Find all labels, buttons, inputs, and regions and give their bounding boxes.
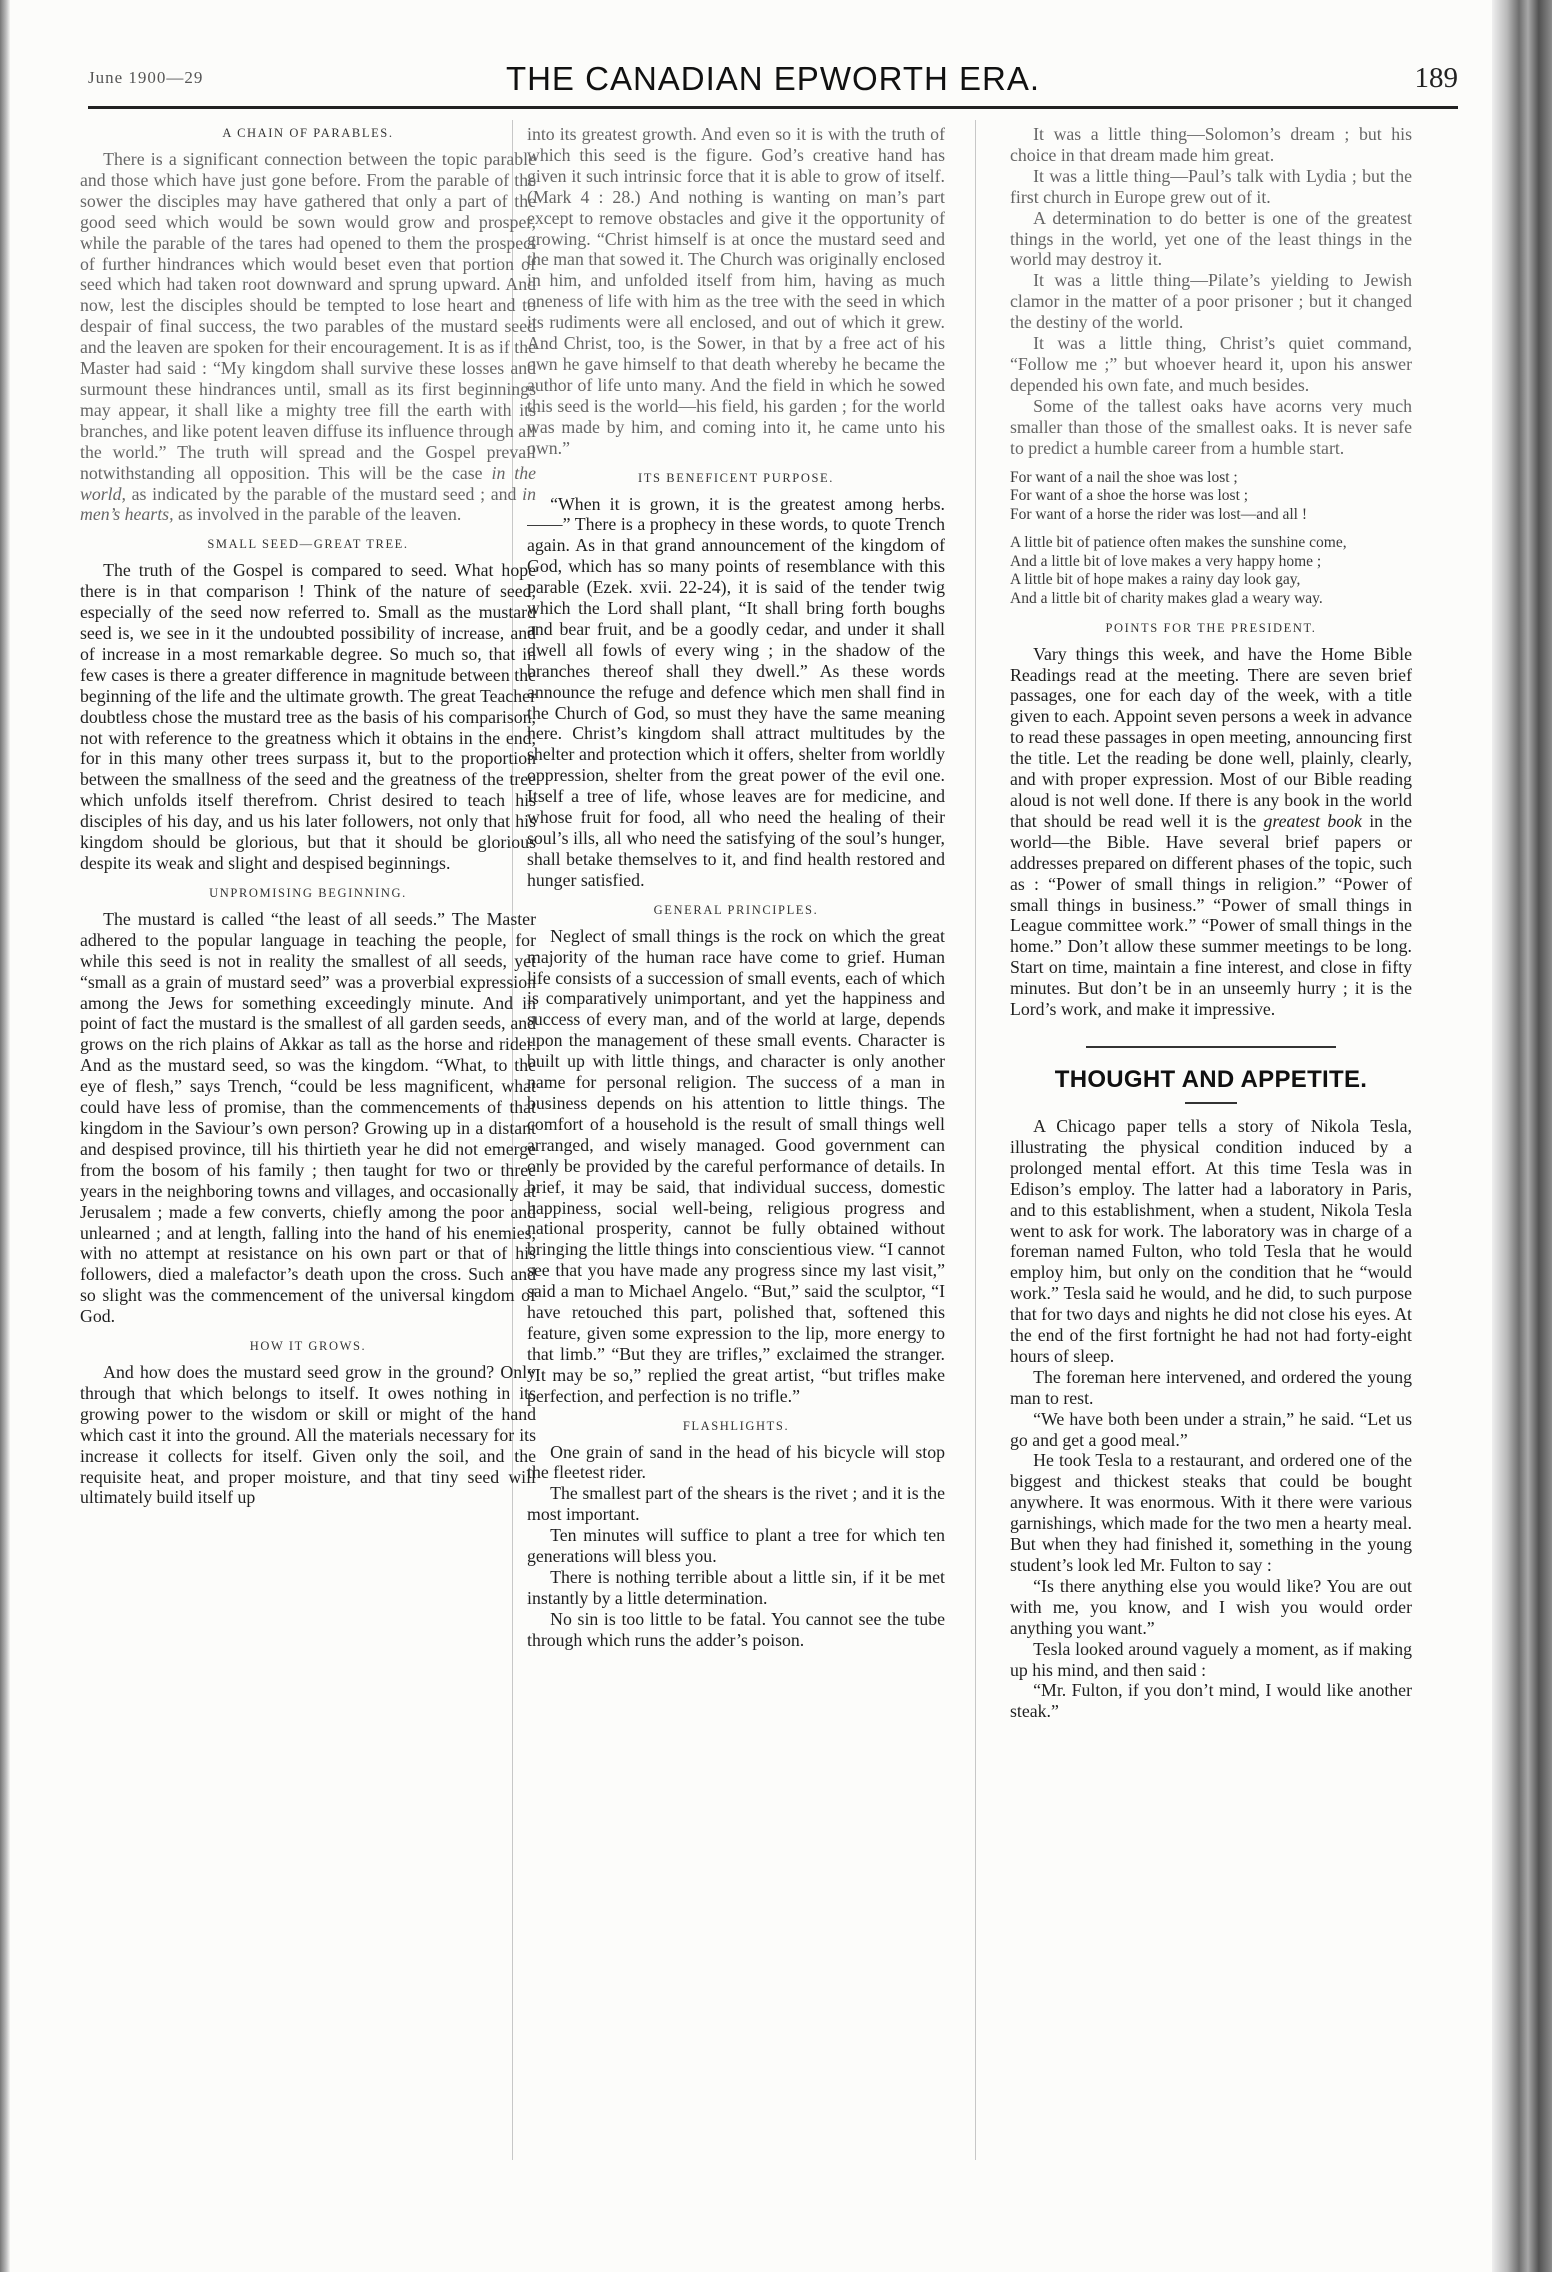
paragraph: into its greatest growth. And even so it is with the truth of which this seed is the figure. God’s creative hand has given it such intrinsic force that it is able to grow of itself. (Mark 4 : 28.) And nothing is wanting on man’s part except to remove obstacles and give it the opportunity of growing. “Christ himself is at once the mustard seed and the man that sowed it. The Church was originally enclosed in him, and unfolded itself from him, having as much oneness of life with him as the tree with the seed in which its rudiments were all enclosed, and out of which it grew. And Christ, too, is the Sower, in that by a free act of his own he gave himself to that death whereby he became the author of life unto many. And the field in which he sowed this seed is the world—his field, his garden ; for the world was made by him, and coming into it, he came unto his own.”: [527, 124, 945, 458]
verse-gap: [1010, 524, 1412, 534]
paragraph: It was a little thing—Solomon’s dream ; but his choice in that dream made him great.: [1010, 124, 1412, 165]
paragraph: “Mr. Fulton, if you don’t mind, I would like another steak.”: [1010, 1680, 1412, 1722]
page-number: 189: [1414, 62, 1458, 94]
paragraph: Tesla looked around vaguely a moment, as if making up his mind, and then said :: [1010, 1638, 1412, 1680]
title-rule: [1185, 1102, 1237, 1104]
left-page-edge: [0, 0, 10, 2272]
paragraph: Vary things this week, and have the Home Bible Readings read at the meeting. There are seven brief passages, one for each day of the week, with a title given to each. Appoint seven persons a week in advance to read these passages in open meeting, announcing first the title. Let the reading be done well, plainly, clearly, and with proper expression. Most of our Bible reading aloud is not well done. If there is any book in the world that should be read well it is the greatest book in the world—the Bible. Have several brief papers or addresses prepared on different phases of the topic, such as : “Power of small things in religion.” “Power of small things in business.” “Power of small things in League committee work.” “Power of small things in the home.” Don’t allow these summer meetings to be long. Start on time, maintain a fine interest, and close in fifty minutes. But don’t be in an unseemly hurry ; it is the Lord’s work, and make it impressive.: [1010, 643, 1412, 1020]
flashlight-item: No sin is too little to be fatal. You cannot see the tube through which runs the adder’s poison.: [527, 1608, 945, 1650]
paragraph: A determination to do better is one of the greatest things in the world, yet one of the least things in the world may destroy it.: [1010, 207, 1412, 270]
verse-line: For want of a nail the shoe was lost ;: [1010, 468, 1238, 486]
paragraph: “Is there anything else you would like? You are out with me, you know, and I wish you would order anything you want.”: [1010, 1575, 1412, 1638]
article-title: THOUGHT AND APPETITE.: [1054, 1065, 1368, 1093]
flashlight-item: Ten minutes will suffice to plant a tree for which ten generations will bless you.: [527, 1525, 945, 1567]
verse-line: A little bit of hope makes a rainy day look gay,: [1010, 571, 1301, 589]
paragraph: A Chicago paper tells a story of Nikola Tesla, illustrating the physical condition induced by a prolonged mental effort. At this time Tesla was in Edison’s employ. The latter had a laboratory in Paris, and to this establishment, when a student, Nikola Tesla went to ask for work. The laboratory was in charge of a foreman named Fulton, who told Tesla that he would employ him, but only on the condition that he “would work.” Tesla said he would, and he did, to such purpose that for two days and nights he did not close his eyes. At the end of the first fortnight he had not had forty-eight hours of sleep.: [1010, 1115, 1412, 1366]
verse-line: For want of a shoe the horse was lost ;: [1010, 487, 1249, 505]
article-divider: [1086, 1046, 1336, 1048]
flashlight-item: The smallest part of the shears is the rivet ; and it is the most important.: [527, 1483, 945, 1525]
section-heading: A CHAIN OF PARABLES.: [222, 126, 394, 140]
publication-title: THE CANADIAN EPWORTH ERA.: [505, 60, 1041, 97]
column-1: [80, 124, 536, 2184]
paragraph: Some of the tallest oaks have acorns very much smaller than those of the smallest oaks. It is never safe to predict a humble career from a humble start.: [1010, 395, 1412, 458]
paragraph: He took Tesla to a restaurant, and ordered one of the biggest and thickest steaks that could be bought anywhere. It was enormous. With it there were various garnishings, which made for the two men a hearty meal. But when they had finished it, something in the young student’s look led Mr. Fulton to say :: [1010, 1450, 1412, 1575]
verse-line: And a little bit of charity makes glad a weary way.: [1010, 590, 1323, 608]
verse-block: [1010, 469, 1412, 609]
masthead: [88, 60, 1458, 109]
book-binding-edge: [1492, 0, 1552, 2272]
flashlight-item: One grain of sand in the head of his bicycle will stop the fleetest rider.: [527, 1441, 945, 1483]
column-rule: [975, 120, 976, 2160]
section-heading: SMALL SEED—GREAT TREE.: [207, 537, 409, 552]
paragraph: The mustard is called “the least of all seeds.” The Master adhered to the popular language in teaching the people, for while this seed is not in reality the smallest of all seeds, yet “small as a grain of mustard seed” was a proverbial expression among the Jews for something exceedingly minute. And in point of fact the mustard is the smallest of all garden seeds, and grows on the rich plains of Akkar as tall as the horse and rider. And as the mustard seed, so was the kingdom. “What, to the eye of flesh,” says Trench, “could be less magnificent, what could have less of promise, than the commencements of that kingdom in the Saviour’s own person? Growing up in a distant and despised province, till his thirtieth year he did not emerge from the bosom of his family ; then taught for two or three years in the neighboring towns and villages, and occasionally at Jerusalem ; made a few converts, chiefly among the poor and unlearned ; and at length, falling into the hand of his enemies, with no attempt at resistance on his own part or that of his followers, died a malefactor’s death upon the cross. Such and so slight was the commencement of the universal kingdom of God.: [80, 908, 536, 1327]
section-heading: GENERAL PRINCIPLES.: [653, 902, 819, 917]
paragraph: It was a little thing—Pilate’s yielding to Jewish clamor in the matter of a poor prisoner ; but it changed the destiny of the world.: [1010, 270, 1412, 333]
paragraph: There is a significant connection between the topic parable and those which have just gone before. From the parable of the sower the disciples may have gathered that only a part of the good seed which would be sown would grow and prosper, while the parable of the tares had opened to them the prospect of further hindrances which would beset even that portion of seed which had taken root downward and sprung upward. And now, lest the disciples should be tempted to lose heart and to despair of final success, the two parables of the mustard seed and the leaven are spoken for their encouragement. It is as if the Master had said : “My kingdom shall survive these losses and surmount these hindrances until, small as its first beginnings may appear, it shall like a mighty tree fill the earth with its branches, and like potent leaven diffuse its influence through all the world.” The truth will spread and the Gospel prevail notwithstanding all opposition. This will be the case in the world, as indicated by the parable of the mustard seed ; and in men’s hearts, as involved in the parable of the leaven.: [80, 149, 536, 525]
issue-date: June 1900—29: [88, 68, 204, 87]
paragraph: The foreman here intervened, and ordered the young man to rest.: [1010, 1366, 1412, 1408]
verse-line: A little bit of patience often makes the sunshine come,: [1010, 534, 1347, 552]
section-heading: POINTS FOR THE PRESIDENT.: [1105, 620, 1317, 635]
paragraph: It was a little thing—Paul’s talk with Lydia ; but the first church in Europe grew out of it.: [1010, 165, 1412, 207]
paragraph: Neglect of small things is the rock on which the great majority of the human race have come to grief. Human life consists of a succession of small events, each of which is comparatively unimportant, and yet the happiness and success of every man, and of the world at large, depends upon the management of these small events. Character is built up with little things, and character is only another name for personal religion. The success of a man in business depends on his attention to little things. The comfort of a household is the result of small things well arranged, and wisely managed. Good government can only be provided by the careful performance of details. In brief, it may be said, that individual success, domestic happiness, social well-being, religious progress and national prosperity, cannot be fully obtained without bringing the little things into conscientious view. “I cannot see that you have made any progress since my last visit,” said a man to Michael Angelo. “But,” said the sculptor, “I have retouched this part, polished that, softened this feature, given some expression to the lip, more energy to that limb.” “But they are trifles,” exclaimed the stranger. “It may be so,” replied the great artist, “but trifles make perfection, and perfection is no trifle.”: [527, 925, 945, 1406]
paragraph: It was a little thing, Christ’s quiet command, “Follow me ;” but whoever heard it, upon his answer depended his own fate, and much besides.: [1010, 333, 1412, 395]
verse-line: And a little bit of love makes a very happy home ;: [1010, 552, 1322, 570]
section-heading: ITS BENEFICENT PURPOSE.: [638, 470, 834, 485]
flashlight-item: There is nothing terrible about a little sin, if it be met instantly by a little determination.: [527, 1567, 945, 1608]
paragraph: “We have both been under a strain,” he said. “Let us go and get a good meal.”: [1010, 1408, 1412, 1450]
section-heading: UNPROMISING BEGINNING.: [209, 885, 407, 900]
paragraph: The truth of the Gospel is compared to seed. What hope there is in that comparison ! Think of the nature of seed, especially of the seed now referred to. Small as the mustard seed is, we see in it the undoubted possibility of increase, and of increase in a most remarkable degree. So much so, that in few cases is there a greater difference in magnitude between the beginning of the life and the ultimate growth. The great Teacher doubtless chose the mustard tree as the basis of his comparison, not with reference to the greatness which it obtains in the end, for in this many other trees surpass it, but to the proportion between the smallness of the seed and the greatness of the tree which unfolds itself therefrom. Christ desired to teach his disciples of his day, and us his later followers, not only that his kingdom should be glorious, but that it should be glorious despite its weak and slight and despised beginnings.: [80, 560, 536, 873]
paragraph: “When it is grown, it is the greatest among herbs.——” There is a prophecy in these words, to quote Trench again. As in that grand announcement of the kingdom of God, which has so many points of resemblance with this parable (Ezek. xvii. 22-24), it is said of the tender twig which the Lord shall plant, “It shall bring forth boughs and bear fruit, and be a goodly cedar, and under it shall dwell all fowls of every wing ; in the shadow of the branches thereof shall they dwell.” As these words announce the refuge and defence which men shall find in the Church of God, so must they have the same meaning here. Christ’s kingdom shall attract multitudes by the shelter and protection which it offers, shelter from worldly oppression, shelter from the great power of the evil one. Itself a tree of life, whose leaves are for medicine, and whose fruit for food, all who need the healing of their soul’s ills, all who need the satisfying of the soul’s hunger, shall betake themselves to it, and find health restored and hunger satisfied.: [527, 493, 945, 890]
column-2: [527, 124, 945, 2184]
section-heading: FLASHLIGHTS.: [682, 1418, 790, 1433]
section-heading: HOW IT GROWS.: [249, 1339, 367, 1354]
column-3: [1010, 124, 1412, 2184]
paragraph: And how does the mustard seed grow in the ground? Only through that which belongs to itself. It owes nothing in its growing power to the wisdom or skill or might of the hand which cast it into the ground. All the materials necessary for its increase it collects for itself. Given only the soil, and the requisite heat, and proper moisture, and that tiny seed will ultimately build itself up: [80, 1362, 536, 1508]
verse-line: For want of a horse the rider was lost—and all !: [1010, 505, 1308, 523]
